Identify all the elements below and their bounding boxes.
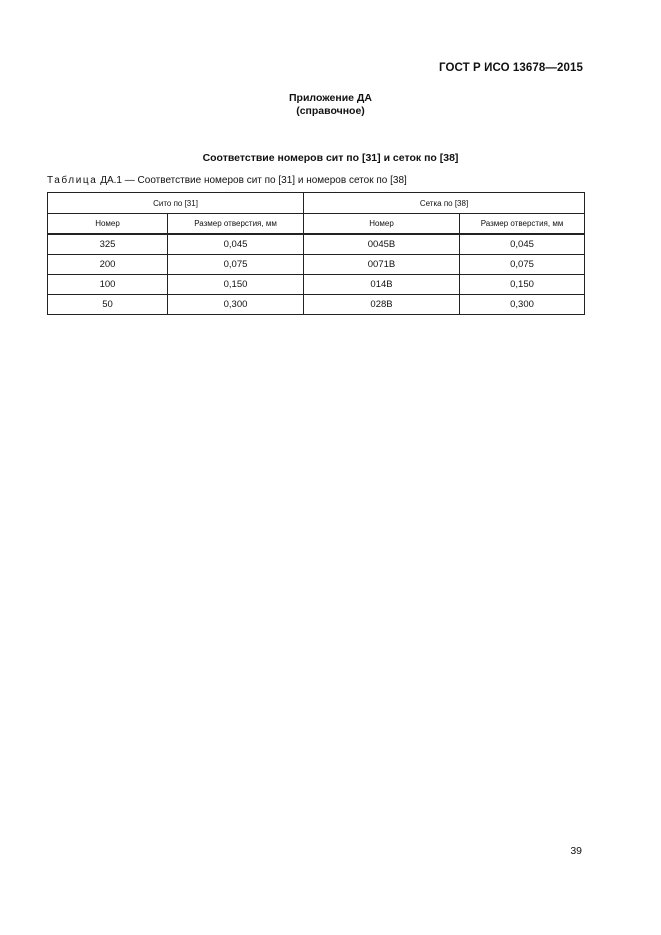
cell-sieve-number: 325: [48, 234, 168, 255]
document-code: ГОСТ Р ИСО 13678—2015: [438, 62, 583, 74]
table-group-header-row: [48, 193, 585, 214]
annex-subtitle: (справочное): [296, 105, 365, 117]
page-number: 39: [570, 845, 582, 857]
cell-sieve-number: 50: [48, 295, 168, 315]
cell-sieve-number: 100: [48, 275, 168, 295]
sieve-correspondence-table: [47, 192, 585, 315]
cell-mesh-number: 0045В: [304, 234, 460, 255]
cell-mesh-opening: 0,075: [460, 255, 585, 275]
header-mesh-opening: Размер отверстия, мм: [460, 214, 585, 235]
cell-sieve-opening: 0,300: [168, 295, 304, 315]
table-caption-prefix: Таблица: [47, 175, 98, 186]
table-row: [48, 275, 585, 295]
table-row: [48, 255, 585, 275]
cell-sieve-opening: 0,075: [168, 255, 304, 275]
table-sub-header-row: [48, 214, 585, 235]
cell-mesh-opening: 0,045: [460, 234, 585, 255]
header-mesh-38: Сетка по [38]: [304, 193, 585, 214]
header-sieve-number: Номер: [48, 214, 168, 235]
cell-sieve-opening: 0,045: [168, 234, 304, 255]
cell-mesh-number: 028В: [304, 295, 460, 315]
table-caption: [47, 175, 407, 186]
header-sieve-opening: Размер отверстия, мм: [168, 214, 304, 235]
cell-mesh-opening: 0,150: [460, 275, 585, 295]
header-mesh-number: Номер: [304, 214, 460, 235]
cell-mesh-number: 0071В: [304, 255, 460, 275]
table-row: [48, 234, 585, 255]
table-row: [48, 295, 585, 315]
cell-mesh-opening: 0,300: [460, 295, 585, 315]
cell-mesh-number: 014В: [304, 275, 460, 295]
table-caption-text: ДА.1 — Соответствие номеров сит по [31] и номеров сеток по [38]: [97, 175, 407, 186]
cell-sieve-opening: 0,150: [168, 275, 304, 295]
annex-title: Приложение ДА: [289, 92, 372, 104]
section-title: Соответствие номеров сит по [31] и сеток по [38]: [202, 152, 459, 164]
cell-sieve-number: 200: [48, 255, 168, 275]
header-sieve-31: Сито по [31]: [48, 193, 304, 214]
